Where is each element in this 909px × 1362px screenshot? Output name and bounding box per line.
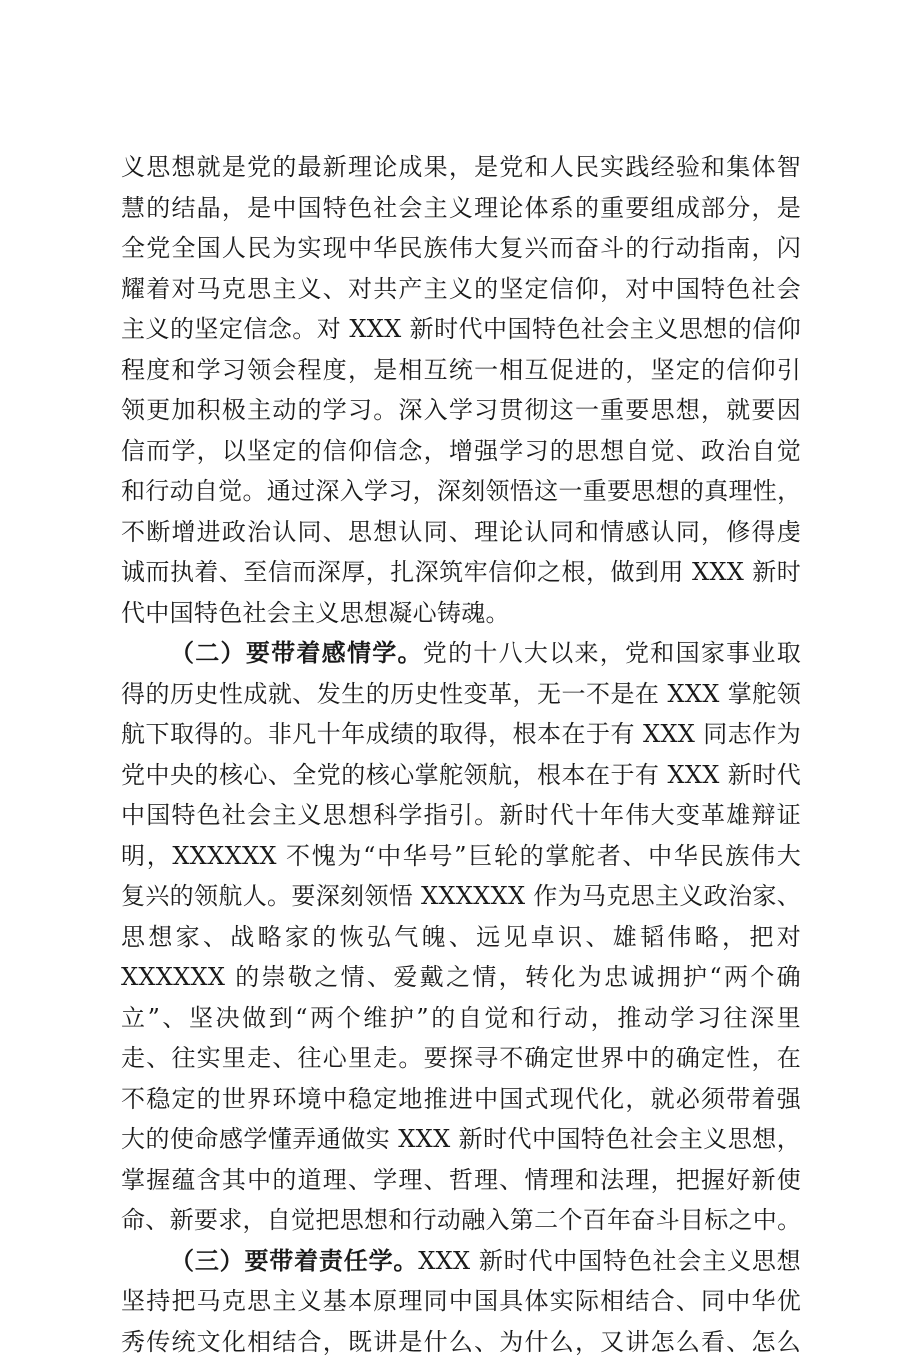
text-line: 不断增进政治认同、思想认同、理论认同和情感认同，修得虔 [121,512,801,553]
text-line: 和行动自觉。通过深入学习，深刻领悟这一重要思想的真理性， [121,471,801,512]
section-heading: （二）要带着感情学。 [170,638,423,667]
text-line: 坚持把马克思主义基本原理同中国具体实际相结合、同中华优 [121,1281,801,1322]
text-line: 命、新要求，自觉把思想和行动融入第二个百年奋斗目标之中。 [121,1200,801,1241]
text-line: 不稳定的世界环境中稳定地推进中国式现代化，就必须带着强 [121,1079,801,1120]
text-run: 党的十八大以来，党和国家事业取 [423,639,801,667]
text-line: 诚而执着、至信而深厚，扎深筑牢信仰之根，做到用 XXX 新时 [121,552,801,593]
section-heading-line [121,1241,801,1282]
body-text [121,147,801,1362]
text-line: 得的历史性成就、发生的历史性变革，无一不是在 XXX 掌舵领 [121,674,801,715]
text-line: 掌握蕴含其中的道理、学理、哲理、情理和法理，把握好新使 [121,1160,801,1201]
text-line: 秀传统文化相结合，既讲是什么、为什么，又讲怎么看、怎么 [121,1322,801,1362]
text-line: 复兴的领航人。要深刻领悟 XXXXXX 作为马克思主义政治家、 [121,876,801,917]
text-line: 明，XXXXXX 不愧为“中华号”巨轮的掌舵者、中华民族伟大 [121,836,801,877]
text-line: XXXXXX 的崇敬之情、爱戴之情，转化为忠诚拥护“两个确 [121,957,801,998]
section-heading-line [121,633,801,674]
text-line: 耀着对马克思主义、对共产主义的坚定信仰，对中国特色社会 [121,269,801,310]
text-line: 主义的坚定信念。对 XXX 新时代中国特色社会主义思想的信仰 [121,309,801,350]
text-line: 立”、坚决做到“两个维护”的自觉和行动，推动学习往深里 [121,998,801,1039]
text-line: 航下取得的。非凡十年成绩的取得，根本在于有 XXX 同志作为 [121,714,801,755]
text-line: 代中国特色社会主义思想凝心铸魂。 [121,593,801,634]
text-run: XXX 新时代中国特色社会主义思想 [418,1247,801,1275]
text-line: 信而学，以坚定的信仰信念，增强学习的思想自觉、政治自觉 [121,431,801,472]
text-line: 程度和学习领会程度，是相互统一相互促进的，坚定的信仰引 [121,350,801,391]
text-line: 义思想就是党的最新理论成果，是党和人民实践经验和集体智 [121,147,801,188]
section-heading: （三）要带着责任学。 [170,1246,418,1275]
text-line: 慧的结晶，是中国特色社会主义理论体系的重要组成部分，是 [121,188,801,229]
text-line: 中国特色社会主义思想科学指引。新时代十年伟大变革雄辩证 [121,795,801,836]
text-line: 领更加积极主动的学习。深入学习贯彻这一重要思想，就要因 [121,390,801,431]
text-line: 党中央的核心、全党的核心掌舵领航，根本在于有 XXX 新时代 [121,755,801,796]
text-line: 大的使命感学懂弄通做实 XXX 新时代中国特色社会主义思想， [121,1119,801,1160]
text-line: 走、往实里走、往心里走。要探寻不确定世界中的确定性，在 [121,1038,801,1079]
text-line: 思想家、战略家的恢弘气魄、远见卓识、雄韬伟略，把对 [121,917,801,958]
text-line: 全党全国人民为实现中华民族伟大复兴而奋斗的行动指南，闪 [121,228,801,269]
